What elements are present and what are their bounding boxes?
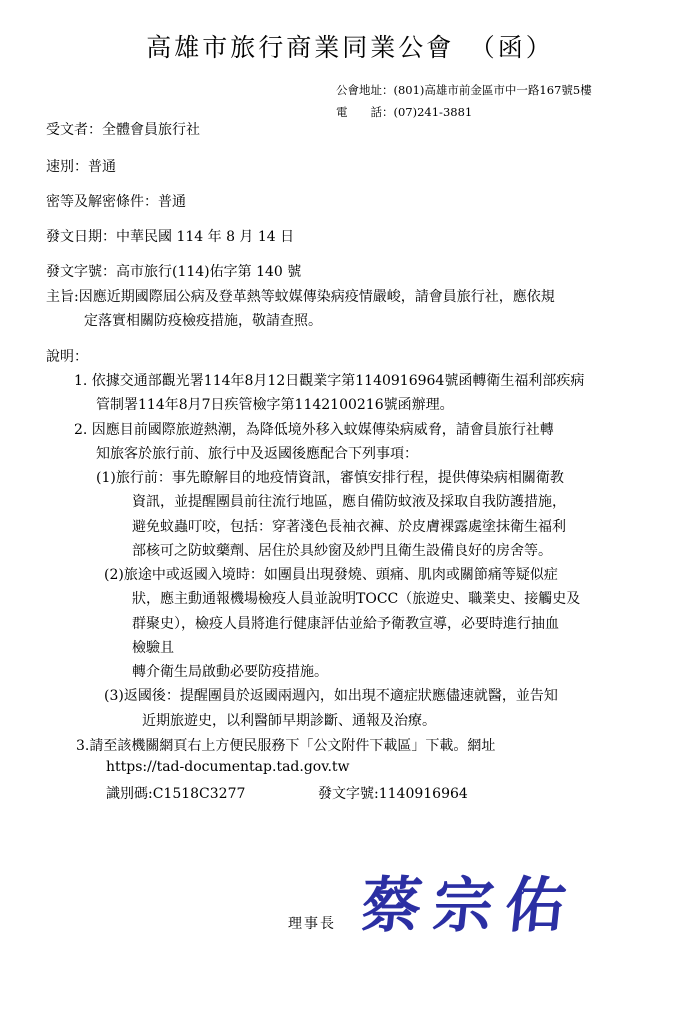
sub1-line3: 避免蚊蟲叮咬，包括：穿著淺色長袖衣褲、於皮膚裸露處塗抹衛生福利 bbox=[132, 519, 566, 535]
sub1-line4: 部核可之防蚊藥劑、居住於具紗窗及紗門且衛生設備良好的房舍等。 bbox=[132, 543, 552, 559]
association-phone: 電 話：(07)241-3881 bbox=[336, 105, 473, 119]
sub1-line1: (1)旅行前：事先瞭解目的地疫情資訊，審慎安排行程，提供傳染病相關衛教 bbox=[96, 470, 564, 486]
association-address: 公會地址：(801)高雄市前金區市中一路167號5樓 bbox=[336, 83, 592, 97]
speed: 速別：普通 bbox=[46, 159, 116, 175]
chairman-label: 理事長 bbox=[288, 916, 336, 932]
subject-line-1: 主旨:因應近期國際屆公病及登革熱等蚊媒傳染病疫情嚴峻，請會員旅行社，應依規 bbox=[46, 289, 555, 305]
reference-number: 發文字號:1140916964 bbox=[318, 786, 468, 802]
identification-code: 識別碼:C1518C3277 bbox=[106, 786, 246, 802]
chairman-signature: 蔡宗佑 bbox=[357, 871, 582, 941]
sub3-line2: 近期旅遊史，以利醫師早期診斷、通報及治療。 bbox=[142, 713, 436, 729]
sub2-line5: 轉介衛生局啟動必要防疫措施。 bbox=[132, 664, 328, 680]
subject-line-2: 定落實相關防疫檢疫措施，敬請查照。 bbox=[84, 313, 322, 329]
item1-line1: 1. 依據交通部觀光署114年8月12日觀業字第1140916964號函轉衛生福利部疾病 bbox=[74, 373, 585, 389]
sub3-line1: (3)返國後：提醒團員於返國兩週內，如出現不適症狀應儘速就醫，並告知 bbox=[104, 688, 558, 704]
sub2-line3: 群聚史），檢疫人員將進行健康評估並給予衛教宣導，必要時進行抽血 bbox=[132, 616, 559, 632]
sub1-line2: 資訊，並提醒團員前往流行地區，應自備防蚊液及採取自我防護措施， bbox=[132, 494, 566, 510]
item1-line2: 管制署114年8月7日疾管檢字第1142100216號函辦理。 bbox=[96, 397, 454, 413]
document-number: 發文字號：高市旅行(114)佑字第 140 號 bbox=[46, 264, 302, 280]
sub2-line2: 狀，應主動通報機場檢疫人員並說明TOCC（旅遊史、職業史、接觸史及 bbox=[132, 591, 581, 607]
item3-line1: 3.請至該機關網頁右上方便民服務下「公文附件下載區」下載。網址 bbox=[76, 738, 496, 754]
document-title: 高雄市旅行商業同業公會 （函） bbox=[146, 33, 554, 62]
sub2-line1: (2)旅途中或返國入境時：如團員出現發燒、頭痛、肌肉或關節痛等疑似症 bbox=[104, 567, 558, 583]
issue-date: 發文日期：中華民國 114 年 8 月 14 日 bbox=[46, 229, 295, 245]
explanation-heading: 說明： bbox=[46, 349, 88, 365]
item2-line1: 2. 因應目前國際旅遊熱潮，為降低境外移入蚊媒傳染病威脅，請會員旅行社轉 bbox=[74, 422, 554, 438]
secrecy: 密等及解密條件：普通 bbox=[46, 194, 186, 210]
attachment-url[interactable]: https://tad-documentap.tad.gov.tw bbox=[106, 759, 350, 775]
item2-line2: 知旅客於旅行前、旅行中及返國後應配合下列事項： bbox=[96, 446, 418, 462]
sub2-line4: 檢驗且 bbox=[132, 640, 174, 656]
recipient: 受文者：全體會員旅行社 bbox=[46, 122, 200, 138]
